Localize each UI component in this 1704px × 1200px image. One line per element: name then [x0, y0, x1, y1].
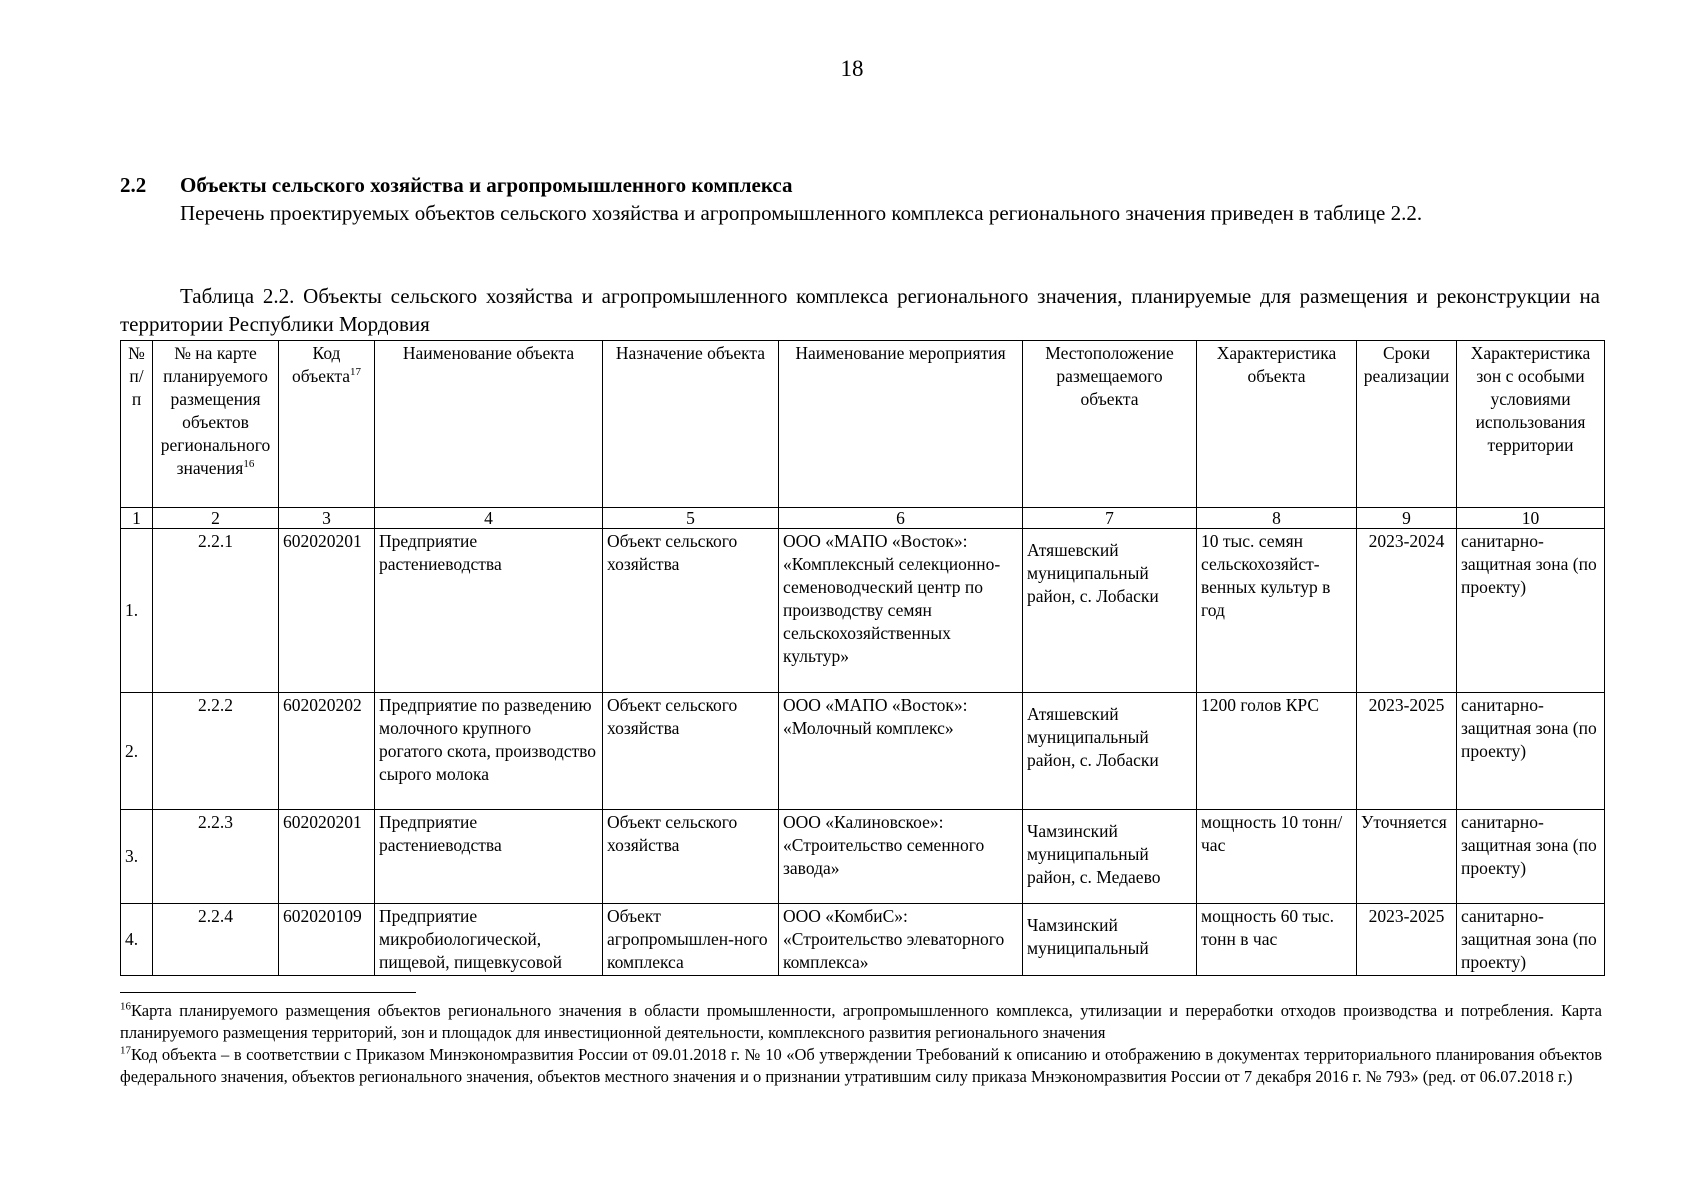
- object-location: Чамзинский муниципальный: [1023, 904, 1197, 976]
- column-number-row: [121, 508, 1605, 529]
- header-event: Наименование мероприятия: [779, 341, 1023, 508]
- object-purpose: Объект сельского хозяйства: [603, 529, 779, 693]
- column-number: 9: [1357, 508, 1457, 529]
- footnote-mark-17: 17: [120, 1044, 131, 1057]
- column-number: 10: [1457, 508, 1605, 529]
- section-title: Объекты сельского хозяйства и агропромышленного комплекса: [180, 173, 793, 197]
- map-number: 2.2.4: [153, 904, 279, 976]
- zone-characteristic: санитарно-защитная зона (по проекту): [1457, 904, 1605, 976]
- header-number: № п/п: [121, 341, 153, 508]
- footnote-16-text: Карта планируемого размещения объектов регионального значения в области промышленности, агропромышленного комплекса, утилизации и переработки отходов производства и потребления. Карта планируемого размещения территорий, зон и площадок для инвестиционной деятельности, комплексного развития регионального значения: [120, 1001, 1602, 1042]
- object-characteristic: мощность 10 тонн/час: [1197, 810, 1357, 904]
- object-code: 602020202: [279, 693, 375, 810]
- object-code: 602020109: [279, 904, 375, 976]
- event-name: ООО «МАПО «Восток»: «Молочный комплекс»: [779, 693, 1023, 810]
- header-object-name: Наименование объекта: [375, 341, 603, 508]
- implementation-period: Уточняется: [1357, 810, 1457, 904]
- column-number: 8: [1197, 508, 1357, 529]
- object-characteristic: мощность 60 тыс. тонн в час: [1197, 904, 1357, 976]
- row-number: 4.: [121, 904, 153, 976]
- column-number: 5: [603, 508, 779, 529]
- column-number: 6: [779, 508, 1023, 529]
- header-object-code-text: Код объекта: [292, 343, 350, 386]
- page-number: 18: [840, 56, 864, 81]
- footnote-17: [120, 1044, 1602, 1088]
- column-number: 7: [1023, 508, 1197, 529]
- section: [120, 172, 1600, 226]
- object-purpose: Объект сельского хозяйства: [603, 693, 779, 810]
- object-characteristic: 1200 голов КРС: [1197, 693, 1357, 810]
- zone-characteristic: санитарно-защитная зона (по проекту): [1457, 693, 1605, 810]
- object-name: Предприятие растениеводства: [375, 810, 603, 904]
- header-map-number: [153, 341, 279, 508]
- table-header-row: [121, 341, 1605, 508]
- implementation-period: 2023-2025: [1357, 904, 1457, 976]
- table-row: [121, 529, 1605, 693]
- header-map-number-text: № на карте планируемого размещения объектов регионального значения: [160, 343, 271, 478]
- map-number: 2.2.2: [153, 693, 279, 810]
- object-purpose: Объект агропромышлен-ного комплекса: [603, 904, 779, 976]
- map-number: 2.2.3: [153, 810, 279, 904]
- event-name: ООО «МАПО «Восток»: «Комплексный селекционно-семеноводческий центр по производству семян сельскохозяйственных культур»: [779, 529, 1023, 693]
- header-object-code: [279, 341, 375, 508]
- table-caption: Таблица 2.2. Объекты сельского хозяйства и агропромышленного комплекса регионального значения, планируемые для размещения и реконструкции на территории Республики Мордовия: [120, 284, 1600, 336]
- footnote-ref-17: 17: [349, 366, 361, 379]
- implementation-period: 2023-2025: [1357, 693, 1457, 810]
- table-row: [121, 904, 1605, 976]
- column-number: 1: [121, 508, 153, 529]
- section-intro: Перечень проектируемых объектов сельского хозяйства и агропромышленного комплекса регионального значения приведен в таблице 2.2.: [180, 201, 1423, 225]
- row-number: 2.: [121, 693, 153, 810]
- object-characteristic: 10 тыс. семян сельскохозяйст-венных культур в год: [1197, 529, 1357, 693]
- object-location: Чамзинский муниципальный район, с. Медаево: [1023, 810, 1197, 904]
- table-row: [121, 810, 1605, 904]
- header-location: Местоположение размещаемого объекта: [1023, 341, 1197, 508]
- map-number: 2.2.1: [153, 529, 279, 693]
- footnote-divider: [120, 992, 416, 993]
- footnote-mark-16: 16: [120, 1000, 131, 1013]
- header-characteristic: Характеристика объекта: [1197, 341, 1357, 508]
- object-name: Предприятие растениеводства: [375, 529, 603, 693]
- zone-characteristic: санитарно-защитная зона (по проекту): [1457, 810, 1605, 904]
- column-number: 4: [375, 508, 603, 529]
- column-number: 3: [279, 508, 375, 529]
- object-code: 602020201: [279, 529, 375, 693]
- footnote-ref-16: 16: [243, 458, 255, 471]
- footnote-17-text: Код объекта – в соответствии с Приказом Минэкономразвития России от 09.01.2018 г. № 10 «Об утверждении Требований к описанию и отображению в документах территориального планирования объектов федерального значения, объектов регионального значения, объектов местного значения и о признании утратившим силу приказа Мнэкономразвития России от 7 декабря 2016 г. № 793» (ред. от 06.07.2018 г.): [120, 1045, 1602, 1086]
- implementation-period: 2023-2024: [1357, 529, 1457, 693]
- column-number: 2: [153, 508, 279, 529]
- object-code: 602020201: [279, 810, 375, 904]
- object-location: Атяшевский муниципальный район, с. Лобаски: [1023, 529, 1197, 693]
- section-heading: [120, 172, 1600, 198]
- objects-table: [120, 340, 1605, 976]
- header-purpose: Назначение объекта: [603, 341, 779, 508]
- footnote-16: [120, 1000, 1602, 1044]
- zone-characteristic: санитарно-защитная зона (по проекту): [1457, 529, 1605, 693]
- object-purpose: Объект сельского хозяйства: [603, 810, 779, 904]
- row-number: 3.: [121, 810, 153, 904]
- header-zones: Характеристика зон с особыми условиями использования территории: [1457, 341, 1605, 508]
- object-location: Атяшевский муниципальный район, с. Лобаски: [1023, 693, 1197, 810]
- section-number: 2.2: [120, 173, 147, 197]
- object-name: Предприятие по разведению молочного крупного рогатого скота, производство сырого молока: [375, 693, 603, 810]
- table-row: [121, 693, 1605, 810]
- event-name: ООО «Калиновское»: «Строительство семенного завода»: [779, 810, 1023, 904]
- object-name: Предприятие микробиологической, пищевой, пищевкусовой: [375, 904, 603, 976]
- event-name: ООО «КомбиС»: «Строительство элеваторного комплекса»: [779, 904, 1023, 976]
- footnotes: [120, 1000, 1602, 1088]
- row-number: 1.: [121, 529, 153, 693]
- header-period: Сроки реализации: [1357, 341, 1457, 508]
